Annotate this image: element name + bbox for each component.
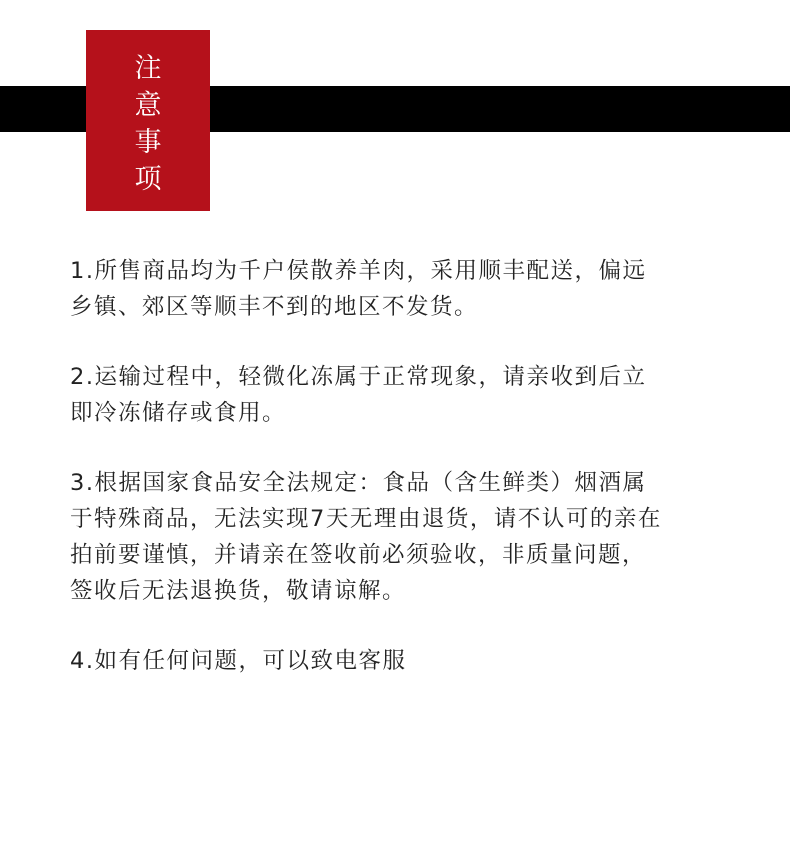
title-badge [86, 30, 210, 211]
note-item [70, 465, 750, 609]
note-item [70, 643, 750, 679]
note-item [70, 253, 750, 325]
note-line: 拍前要谨慎，并请亲在签收前必须验收，非质量问题， [70, 542, 647, 568]
note-line: 乡镇、郊区等顺丰不到的地区不发货。 [70, 294, 479, 320]
note-item [70, 359, 750, 431]
title-char: 事 [134, 127, 162, 158]
note-line: 于特殊商品，无法实现7天无理由退货，请不认可的亲在 [70, 506, 662, 532]
note-line: 4.如有任何问题，可以致电客服 [70, 648, 407, 674]
page-title [86, 50, 210, 198]
notes-list [70, 253, 750, 713]
note-line: 1.所售商品均为千户侯散养羊肉，采用顺丰配送，偏远 [70, 258, 647, 284]
note-line: 签收后无法退换货，敬请谅解。 [70, 578, 407, 604]
title-char: 注 [134, 53, 162, 84]
note-line: 3.根据国家食品安全法规定：食品（含生鲜类）烟酒属 [70, 470, 647, 496]
title-char: 意 [134, 90, 162, 121]
title-char: 项 [134, 164, 162, 195]
note-line: 2.运输过程中，轻微化冻属于正常现象，请亲收到后立 [70, 364, 647, 390]
note-line: 即冷冻储存或食用。 [70, 400, 287, 426]
